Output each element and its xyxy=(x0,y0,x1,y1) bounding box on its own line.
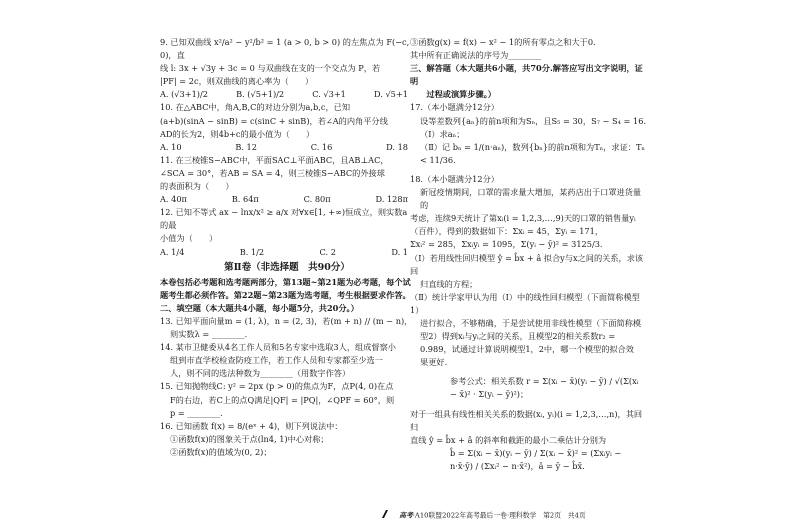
reference-formula: b̂ = Σ(xᵢ − x̄)(yᵢ − ȳ) / Σ(xᵢ − x̄)² = (Σxᵢyᵢ − n·x̄·ȳ) / (Σxᵢ² − n·x̄²)，â = ȳ − b̂x̄. xyxy=(450,447,622,471)
question-line: 14. 某市卫健委从4名工作人员和5名专家中选取3人，组成督察小 xyxy=(160,342,396,353)
question-line: 11. 在三棱锥S−ABC中，平面SAC⊥平面ABC，且AB⊥AC， xyxy=(160,154,389,165)
answer-options xyxy=(160,88,414,101)
question-line: 则实数λ = ________. xyxy=(170,329,248,340)
section-instruction: 二、填空题（本大题共4小题，每小题5分，共20分。） xyxy=(160,302,359,313)
question-line: 的表面积为（ ） xyxy=(160,181,234,192)
question-line: （百件），得到的数据如下：Σxᵢ = 45，Σyᵢ = 171， xyxy=(410,226,604,237)
answer-options xyxy=(160,193,414,206)
question-line: 考虑，连续9天统计了第xᵢ(i = 1,2,3,…,9)天的口罩的销售量yᵢ xyxy=(410,213,636,224)
question-line: 12. 已知不等式 ax − lnx/x² ≥ a/x 对∀x∈[1, +∞)恒成立，则实数a的最 xyxy=(160,207,408,231)
question-line: 设等差数列{aₙ}的前n项和为Sₙ，且S₅ = 30，S₇ − S₄ = 16. xyxy=(420,115,647,126)
question-line: 组到市直学校检查防疫工作，若工作人员和专家都至少选一 xyxy=(170,355,383,366)
footer-logo-text: 高考 xyxy=(399,511,413,520)
question-line: 9. 已知双曲线 x²/a² − y²/b² = 1 (a > 0, b > 0) 的左焦点为 F(−c, 0)，直 xyxy=(160,37,410,61)
question-line: 人，则不同的选法种数为________（用数字作答） xyxy=(170,368,351,379)
page-footer xyxy=(380,509,586,522)
answer-options xyxy=(160,141,414,154)
right-column xyxy=(410,36,646,473)
question-line: AD的长为2，则4b+c的最小值为（ ） xyxy=(160,128,315,139)
option-label: A. 1/4 xyxy=(160,246,185,257)
question-line: p = ________. xyxy=(170,407,223,418)
option-label: A. 40π xyxy=(160,194,187,205)
question-line: 果更好. xyxy=(420,357,448,368)
question-line: |PF| = 2c，则双曲线的离心率为（ ） xyxy=(160,76,314,87)
section-title: 第Ⅱ卷（非选择题 共90分） xyxy=(224,261,350,273)
left-column xyxy=(160,36,414,459)
question-line: 16. 已知函数 f(x) = 8/(eˣ + 4)，则下列说法中： xyxy=(160,420,343,431)
section-instruction: 三、解答题（本大题共6小题，共70分.解答应写出文字说明，证明 xyxy=(410,63,643,87)
option-label: A. 10 xyxy=(160,141,182,152)
question-line: 直线 ŷ = b̂x + â 的斜率和截距的最小二乘估计分别为 xyxy=(410,434,607,445)
question-line: (a+b)(sinA − sinB) = c(sinC + sinB)，若∠A的内角平分线 xyxy=(160,115,388,126)
question-line: （Ⅱ）统计学家甲认为用（Ⅰ）中的线性回归模型（下面简称模型1） xyxy=(410,291,640,315)
question-line: ③函数g(x) = f(x) − x² − 1的所有零点之和大于0. xyxy=(410,37,596,47)
question-line: 对于一组具有线性相关关系的数据(xᵢ, yᵢ)(i = 1,2,3,…,n)，其回归 xyxy=(410,408,643,432)
question-line: 18.（本小题满分12分） xyxy=(410,173,499,184)
question-line: 10. 在△ABC中，角A,B,C的对边分别为a,b,c，已知 xyxy=(160,102,351,113)
option-label: D. √5+1 xyxy=(373,89,408,100)
question-line: 13. 已知平面向量m = (1, λ)，n = (2, 3)，若(m + n) // (m − n)， xyxy=(160,315,413,326)
section-instruction: 本卷包括必考题和选考题两部分，第13题~第21题为必考题，每个试 xyxy=(160,276,411,287)
question-line: 其中所有正确说法的序号为________ xyxy=(410,50,542,61)
question-line: 型2）得到xᵢ与yᵢ之间的关系，且模型2的相关系数r₂ = xyxy=(420,331,616,342)
question-line: Σxᵢ² = 285，Σxᵢyᵢ = 1095，Σ(yᵢ − ȳ)² = 3125/3. xyxy=(410,239,603,250)
option-label: D. 18 xyxy=(386,141,408,152)
question-line: 15. 已知抛物线C: y² = 2px (p > 0)的焦点为F，点P(4, 0)在点 xyxy=(160,381,394,392)
section-instruction: 过程或演算步骤。） xyxy=(410,89,496,100)
question-line: 归直线的方程； xyxy=(420,278,478,289)
question-line: ①函数f(x)的图象关于点(ln4, 1)中心对称； xyxy=(170,433,329,444)
question-line: 线 l: 3x + √3y + 3c = 0 与双曲线在支的一个交点为 P，若 xyxy=(160,63,381,74)
option-label: D. 1 xyxy=(391,246,408,257)
question-line: F的右边，若C上的点Q满足|QF| = |PQ|，∠QPF = 60°，则 xyxy=(170,394,395,405)
question-line: ②函数f(x)的值域为(0, 2)； xyxy=(170,446,272,457)
answer-options xyxy=(160,246,414,259)
option-label: D. 128π xyxy=(375,194,408,205)
footer-text: ·A10联盟2022年高考最后一卷·理科数学 第2页 共4页 xyxy=(412,511,586,520)
option-label: C. 16 xyxy=(310,141,333,152)
option-label: B. 12 xyxy=(235,141,257,152)
section-instruction: 题考生都必须作答。第22题~第23题为选考题，考生根据要求作答。 xyxy=(160,289,411,300)
option-label: C. 80π xyxy=(303,194,331,205)
option-label: B. 64π xyxy=(231,194,259,205)
question-line: （Ⅰ）若用线性回归模型 ŷ = b̂x + â 拟合y与x之间的关系，求该回 xyxy=(410,252,644,276)
question-line: （Ⅰ）求aₙ； xyxy=(420,128,465,139)
question-line: （Ⅱ）记 bₙ = 1/(n·aₙ)，数列{bₙ}的前n项和为Tₙ，求证：Tₙ < 11/36. xyxy=(420,141,645,165)
option-label: B. 1/2 xyxy=(239,246,265,257)
option-label: C. 2 xyxy=(319,246,336,257)
option-label: A. (√3+1)/2 xyxy=(160,89,208,100)
question-line: 0.989，试通过计算说明模型1，2中，哪一个模型的拟合效 xyxy=(420,344,634,355)
question-line: 新冠疫情期间，口罩的需求量大增加，某药店出于口罩进货量的 xyxy=(420,187,642,211)
question-line: 小值为（ ） xyxy=(160,233,218,244)
option-label: B. (√5+1)/2 xyxy=(236,89,285,100)
question-line: 17.（本小题满分12分） xyxy=(410,102,499,113)
brand-logo-icon xyxy=(380,509,394,522)
question-line: ∠SCA = 30°，若AB = SA = 4，则三棱锥S−ABC的外接球 xyxy=(160,167,385,178)
reference-formula: 参考公式：相关系数 r = Σ(xᵢ − x̄)(yᵢ − ȳ) / √(Σ(xᵢ − x̄)² · Σ(yᵢ − ȳ)²)； xyxy=(450,376,639,400)
option-label: C. √3+1 xyxy=(312,89,346,100)
question-line: 进行拟合，不够精确，于是尝试使用非线性模型（下面简称模 xyxy=(420,317,642,328)
